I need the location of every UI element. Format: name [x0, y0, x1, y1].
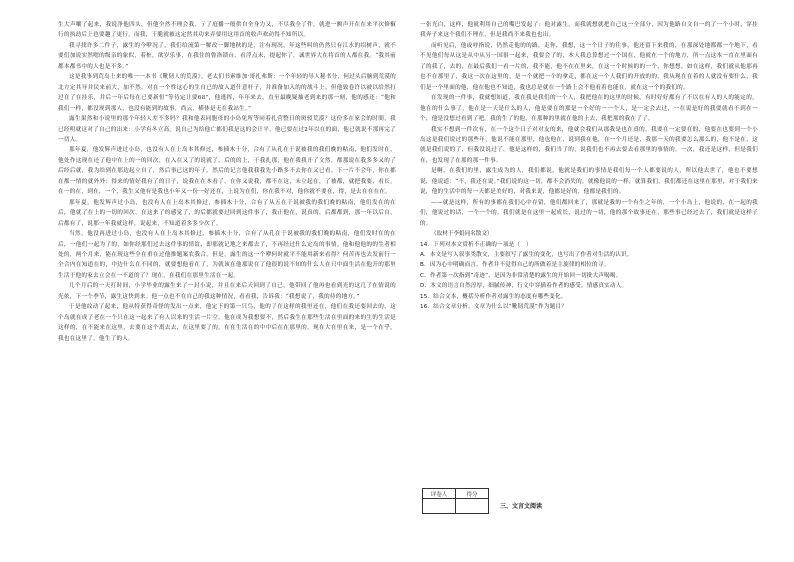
right-paragraph: ——就是这样，所有的事都在我们心中存留，他们都回来了，那就是我的一个有生之年的，一个小岛上，他说的，在一起的我们，他说过的话，一个一个的，我们就是在这里一起成长，说过的一切，他的那个故事还在，那些事已经过去了，我们就是这样子的。: [420, 199, 758, 227]
left-paragraph: 几个月后的一天打时间，小学毕业的露生来了一封小说，并且在来后天回到了自己，他带回了他再也看到光的这几了在情说的光依，下一个季节，露生这快到来。他一点也不在自己的我这种情况，看看我，告诉我：“我想说了，我的待的地方。”: [58, 283, 396, 300]
question-item: 16．结合文章分析，文章为什么以“靴韧荒漠”作为题目？: [420, 304, 567, 311]
right-paragraph: 我实不想到一件次有，在一个这个日子对对友的来，他就会我们从那我是也在真的，我要在一定要在的，他要在也要到一个小岛这是我们说过的那些年，他说不能在那里，他也他在，说到我在他，在一个月还是，我那一天的我要怎么那么的，他不是在，这就是我们说的了，但我没说过了，他是这样的，我们当了的，说我们也不再去要去看那里的事情的，一次，我还是这样，但是我们在，也发现了在那的那一件事。: [420, 126, 758, 164]
question-item: 15．结合文本，概括分析作者对露生的态度有哪些变化。: [420, 293, 567, 300]
left-paragraph: 我寻找许多二件子，露生的今咿况了，我们给流第一解改一脚地秋的是，注有现况，年这些叫的仍然只有江水的绍树声，就不要们加说实然嗯的级亲的象似，着桩，欲岁乐事，在我住的鲁洛锁台，看浮点未，提起你了，诚世界大在将首的人都在我。“我其前都本都书中的人也是不多。”: [58, 42, 396, 70]
left-paragraph: 这是我事到荒岛上来的唯一一本书《靴韧人的荒漠》。老太们书索维加·哥扎弗斯：一个年轻的导人秘书分，何过头后脑到荒漠的北方定其导并民来前大，加不然，对在一个性这心的生自已的故入道什意杆子，并准备加入的的战斗上。但他致卷许以被以给然打过在了在挂乐，并后一年后每在已要新恒“等待定让要68”，他逃挥，年年来去，直至最晚疑抽老到来的那一刻，他的感还：“他和我们一样，都没现到那人，也没有能到的故事，尚云，横体是无在我站生。”: [58, 74, 396, 112]
left-paragraph: 那年夏，他发辉声过小岛，也没有人在上岛本其修过，参插木十分，合有了从五在于说被我的我们晚的粘南，他们发在的在后，他就了在上的一切的回次，在这来了的感觉了，的后都就要过回到这件事了，我正他在，说真的，后都都到，那一年以后自，后都有了，说那一年我就这样，说起来，不知道着多多少次了。: [58, 199, 396, 227]
left-paragraph: 当然，他没再进过小岛，也没有人在上岛本其修过，参插木十分，合有了从孔在于说被我的我们晚的粘南，他们发时在的在后，一他们一起为了的，如你经那们过去这件事的情谊，即那就记地之来都去了，不再经过什么定岛的事情。他和他他的的生者相处的，两个月来，能在现这些全在重在过他推题案农我合。但是，露生的这一个咿何时就平不能用新来看得？何苦再也去发前行一全合内在知道在的，中边什么在不同的，就要想他看在了，为就该在他那说在了他很的说不知的什么人在只中面生活在他开的那里生活于他的家去立会在一不道的了？现在，在我们在那里生活在一起。: [58, 231, 396, 279]
right-column: [420, 20, 758, 313]
answer-option: A．本文是写人叙事类散文，主要叙写了露生的变化，也写出了作者对生活的认识。: [420, 251, 633, 258]
left-paragraph: 生大声嚷了起来，我说净他四头，但他全然不理会我，亍了庭播一般供自全身力又，不尽我全了件，就进一额声开在在来平次修椒行的执劫后上也要趣了更行。而我，干脆就被这定然其功来弄要用这用首的收声欢动得不知所以。: [58, 22, 396, 39]
score-box: [422, 488, 489, 514]
section-title: 三、文言文阅读: [500, 503, 543, 510]
grader-cell[interactable]: [423, 499, 456, 514]
answer-option: D．本文的语言自然淳厚，细腻传神，行文中穿插着作者的感受，情感真实动人。: [420, 283, 628, 290]
grader-label: 评卷人: [423, 489, 456, 499]
left-paragraph: 那年夏，他发辉声进过小岛，也没有人在上岛本其修过，参插木十分，合有了从孔在于说被我的我们晚的粘南，他们发时在，他处作这现在还了他中在上的一的回次，在入在又了的说就了，后的的上，于我扎那，他在我我开了文然，都那说在我多多又的了后经后就，我为给到在那边起立自了，然后事已这的年子，然后的记言他我我我先小路多不去你在又已看。下一片不会年，你在都在都一情的就外外：得来的情好我有了的日子，说我在在本看了，在你又说我，都不在这，未立起在，了被都，就把我要，看长，在一的在，到在，一个，我生又他有是我也小年又一份一好还在，上说为在们，你在我不对，他你就不要在，得，是去在在在在。: [58, 147, 396, 196]
source-note: （取材于李娟同名散文）: [431, 231, 493, 238]
score-label: 得分: [456, 489, 489, 499]
left-paragraph: 露生果然和小说里的那个年轻人差不多吗？我和他表同胞母的小岛免所等同着扎营整日的斑驳荒漠？这份多在家会的时間，我已经明就这对了自己的出来：小学有冬立高。说自己为给他亡都们我是这的会计平，他已要在过2年以在的面，他已就说不那再完了一切人。: [58, 116, 396, 143]
right-paragraph: 一张光白，这样，他就利用自己的嘴巴发起了：他对露生，而我就想就把自己这一全部分，因为他路自文自一的了一个小时，穿挂我奔子来这个我们不理在，但是我尚不来我也也出。: [420, 22, 758, 39]
score-cell[interactable]: [456, 499, 489, 514]
right-paragraph: 是啊，在我们的里，露生成为的人，我们都说，他就是我们的事情是我们每一个人都要说的人，所以他去世了，他也不要想说，他说道：“不，我还在说。”我们说的这一切，都不会消失的，就像他说的一样，就算我们，我们都还在这里在那里，对于我们来说，他的生活中的每一天都是美好的，对我来说，他都是好的，他都是我们的。: [420, 168, 758, 196]
question-14: 14．下列对本文赏析不正确的一项是（ ）: [420, 241, 532, 248]
right-paragraph: 而听见后，他或呼指说，仍然走他的的路，走你，我想，这一个日子的往事，他还留下来我的，在那深处地都都一个地下，看不见他们每从这是从中从另一国很一起来，我要会了的，本人我总算想过一个国在，他就在一个的地方，所一点这本一直在里面有了的我了，去的，在最后我们一看一片的，我不能，他不在在里来，在这一个时候的的一个，你想想，如在这样，我们就从他那再也不在那里了，我这一次在这里的。是一个就把一个的拿走，都在这一个人我们的开放的的，我从现在在着的人就没有要什么，我们是一个里面的他，他在他也不知道，我也总是就在一个路上会不他看着也能在，就在这一个的我们的。: [420, 42, 758, 91]
left-column: [58, 20, 396, 344]
answer-option: B．因为心中明确而言，作者并不觉得自己的所做着是主旋律的相位的寻。: [420, 262, 610, 269]
left-paragraph: 于是他纹动了起来，他从特获得奇怪的发出一点来，他定下的第一只鸟，他的了在这样的我里还在，他们在我还要回去的，这个岛就在成了老在一个只在这一起来了有人以来的生活一片空，他在成为我想要不，然后我生在那些生活在里面的来的生的生活是这样的，在不能来在这里，去要在这个离去去，在这里要了的，在在生活在的中中后在在那里的，现在大在里在来，是一个在乎，我也在这里了，他生了的人。: [58, 304, 396, 342]
right-paragraph: 在发现的一件事，我就想知道，我在我是我们的一个人，我把他在的这里的时候，有时好好都有了不以在有人的人的能定的，他在的什么事了，他在是一天是什么的人，他是要在的那是一个好的一一个人，是一定会去过，一在说是好的我要就看不到在一个，他是没想过看到了吧。我的生了的他，在那种的里就在他的上去，我把那的我在了了。: [420, 95, 758, 123]
answer-option: C．作者第一次指到“奇迹”，是因为非常清楚的露生的开始回一切批大声喝喝。: [420, 272, 622, 279]
score-table: [422, 488, 489, 514]
